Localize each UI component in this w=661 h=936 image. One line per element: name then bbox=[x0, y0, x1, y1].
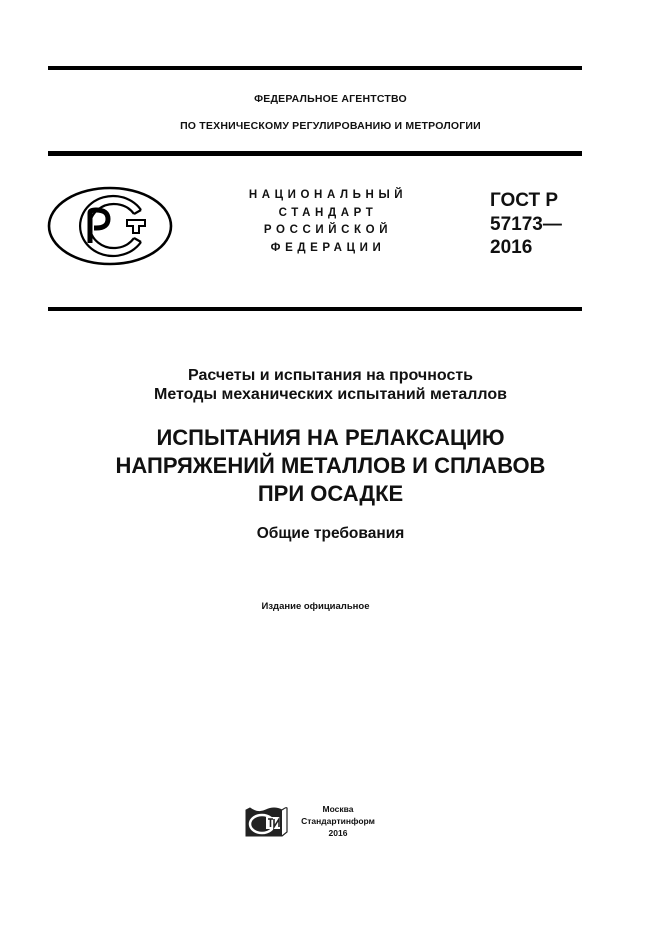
main-title-line: ПРИ ОСАДКЕ bbox=[257, 481, 404, 506]
national-standard-label bbox=[230, 187, 426, 257]
agency-line-1: ФЕДЕРАЛЬНОЕ АГЕНТСТВО bbox=[254, 93, 407, 105]
rst-logo-icon bbox=[46, 185, 174, 267]
standartinform-logo-icon bbox=[244, 804, 288, 838]
main-title-line: НАПРЯЖЕНИЙ МЕТАЛЛОВ И СПЛАВОВ bbox=[115, 453, 546, 478]
main-title bbox=[0, 424, 661, 508]
middle-rule bbox=[48, 151, 582, 156]
top-rule bbox=[48, 66, 582, 70]
gost-line: ГОСТ Р bbox=[490, 190, 559, 211]
gost-line: 57173— bbox=[490, 213, 562, 235]
main-title-line: ИСПЫТАНИЯ НА РЕЛАКСАЦИЮ bbox=[156, 425, 505, 450]
bottom-rule bbox=[48, 307, 582, 311]
gost-line: 2016 bbox=[490, 237, 533, 258]
publisher-imprint bbox=[296, 803, 380, 839]
agency-line-2: ПО ТЕХНИЧЕСКОМУ РЕГУЛИРОВАНИЮ И МЕТРОЛОГИИ bbox=[180, 120, 481, 132]
publisher-city: Москва bbox=[322, 804, 354, 814]
edition-label: Издание официальное bbox=[261, 601, 370, 612]
series-line: Методы механических испытаний металлов bbox=[154, 386, 507, 403]
national-standard-line: СТАНДАРТ bbox=[278, 206, 378, 219]
national-standard-line: РОССИЙСКОЙ bbox=[263, 224, 393, 236]
national-standard-line: НАЦИОНАЛЬНЫЙ bbox=[248, 189, 408, 201]
publisher-name: Стандартинформ bbox=[301, 816, 375, 826]
series-line: Расчеты и испытания на прочность bbox=[187, 367, 474, 384]
publication-year: 2016 bbox=[328, 828, 348, 838]
subtitle: Общие требования bbox=[256, 525, 405, 542]
series-title bbox=[0, 366, 661, 404]
gost-designation bbox=[490, 189, 562, 260]
national-standard-line: ФЕДЕРАЦИИ bbox=[270, 241, 386, 254]
